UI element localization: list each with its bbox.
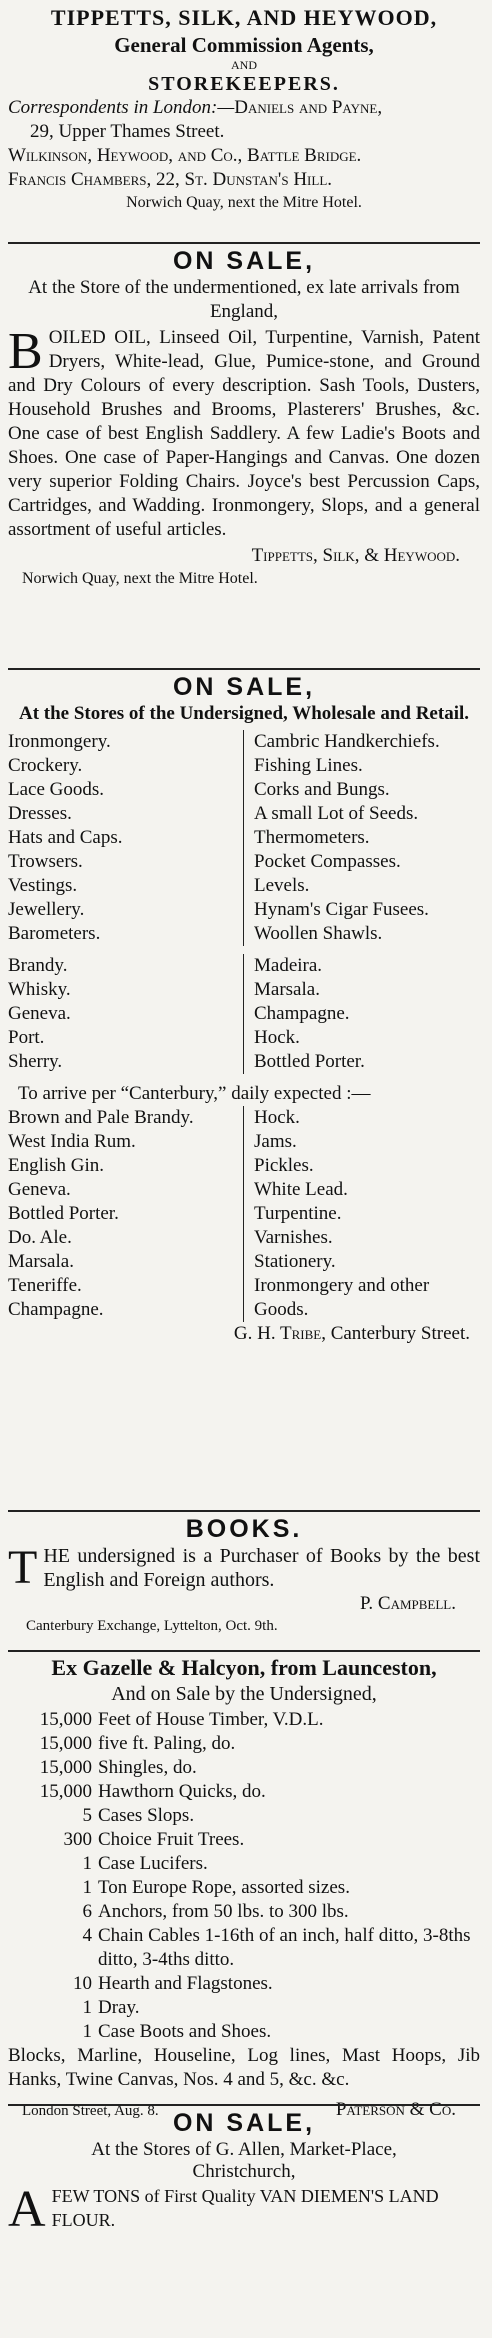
list-item: Geneva. xyxy=(8,1179,71,1200)
list-col-left xyxy=(8,1106,244,1322)
list-item: White Lead. xyxy=(254,1179,348,1200)
list-item: Champagne. xyxy=(254,1003,350,1024)
cargo-item: Feet of House Timber, V.D.L. xyxy=(98,1709,324,1730)
ad4-signature: P. Campbell. xyxy=(359,1593,456,1614)
cargo-row xyxy=(8,1900,480,1924)
ad5-subhead: And on Sale by the Undersigned, xyxy=(111,1683,377,1705)
ad2-body-text: OILED OIL, Linseed Oil, Turpentine, Varnish, Patent Dryers, White-lead, Glue, Pumice-stone, and Ground and Dry Colours of every description. Sash Tools, Dusters, Household Brushes and Brooms, Plasterers' Brushes, &c. One case of best English Saddlery. A few Ladie's Boots and Shoes. One case of Paper-Hangings and Canvas. One dozen very superior Folding Chairs. Joyce's best Percussion Caps, Cartridges, and Wadding. Ironmongery, Slops, and a general assortment of useful articles. xyxy=(8,327,480,540)
cargo-item: Hawthorn Quicks, do. xyxy=(98,1781,266,1802)
list-item: Jams. xyxy=(254,1131,297,1152)
list-item: Levels. xyxy=(254,875,310,896)
list-item: Do. Ale. xyxy=(8,1227,72,1248)
cargo-item: Case Boots and Shoes. xyxy=(98,2021,272,2042)
list-item: Crockery. xyxy=(8,755,83,776)
list-item: English Gin. xyxy=(8,1155,105,1176)
cargo-item: Chain Cables 1-16th of an inch, half ditto, 3-8ths ditto, 3-4ths ditto. xyxy=(98,1925,471,1970)
ad6-heading: ON SALE, xyxy=(172,2109,316,2137)
liquor-list xyxy=(8,954,480,1074)
cargo-item: Anchors, from 50 lbs. to 300 lbs. xyxy=(98,1901,349,1922)
ad3-signer: G. H. Tribe, xyxy=(233,1323,326,1344)
ad6-body-text: FEW TONS of First Quality VAN DIEMEN'S LAND FLOUR. xyxy=(51,2186,439,2230)
list-item: Ironmongery and other xyxy=(254,1275,430,1296)
cargo-item: Dray. xyxy=(98,1997,140,2018)
dry-goods-list xyxy=(8,730,480,946)
list-item: Thermometers. xyxy=(254,827,370,848)
ad5-misc: Blocks, Marline, Houseline, Log lines, Mast Hoops, Jib Hanks, Twine Canvas, Nos. 4 and 5, &c. &c. xyxy=(8,2045,480,2090)
ad6-body xyxy=(8,2181,480,2238)
ad2-location: Norwich Quay, next the Mitre Hotel. xyxy=(22,570,258,587)
cargo-item: five ft. Paling, do. xyxy=(98,1733,236,1754)
list-item: Goods. xyxy=(254,1299,309,1320)
correspondents-line xyxy=(8,96,480,120)
cargo-row xyxy=(8,1756,480,1780)
cargo-item: Hearth and Flagstones. xyxy=(98,1973,273,1994)
list-item: Jewellery. xyxy=(8,899,85,920)
cargo-qty: 1 xyxy=(82,1877,92,1898)
cargo-row xyxy=(8,1708,480,1732)
list-item: Lace Goods. xyxy=(8,779,105,800)
ad3-heading: ON SALE, xyxy=(172,673,316,701)
ad4-body-text: HE undersigned is a Purchaser of Books by the best English and Foreign authors. xyxy=(43,1545,480,1591)
cargo-qty: 300 xyxy=(63,1829,92,1850)
list-item: Pickles. xyxy=(254,1155,314,1176)
firm-role2: STOREKEEPERS. xyxy=(148,73,340,95)
ad3-signature xyxy=(8,1322,480,1346)
list-item: Turpentine. xyxy=(254,1203,342,1224)
ad5-heading: Ex Gazelle & Halcyon, from Launceston, xyxy=(51,1655,437,1680)
cargo-qty: 5 xyxy=(82,1805,92,1826)
list-col-left xyxy=(8,954,244,1074)
list-item: Madeira. xyxy=(254,955,323,976)
firm-and: AND xyxy=(231,58,257,72)
list-item: Corks and Bungs. xyxy=(254,779,390,800)
ad5-signature: Paterson & Co. xyxy=(335,2099,456,2120)
list-item: Bottled Porter. xyxy=(254,1051,365,1072)
list-col-right xyxy=(244,954,480,1074)
cargo-row xyxy=(8,2020,480,2044)
ad2-heading: ON SALE, xyxy=(172,247,316,275)
advert-on-sale-tippetts xyxy=(8,246,480,589)
cargo-row xyxy=(8,1996,480,2020)
list-item: Trowsers. xyxy=(8,851,83,872)
rule xyxy=(8,2104,480,2106)
ad4-location: Canterbury Exchange, Lyttelton, Oct. 9th. xyxy=(26,1618,278,1634)
ad6-place: Christchurch, xyxy=(192,2161,296,2182)
correspondents-label: Correspondents in London:— xyxy=(8,97,235,118)
cargo-qty: 15,000 xyxy=(39,1757,92,1778)
cargo-row xyxy=(8,1852,480,1876)
cargo-qty: 1 xyxy=(82,1997,92,2018)
ad4-heading: BOOKS. xyxy=(185,1515,303,1543)
ad5-location: London Street, Aug. 8. xyxy=(22,2103,159,2119)
list-item: Woollen Shawls. xyxy=(254,923,383,944)
cargo-row xyxy=(8,1876,480,1900)
list-item: Sherry. xyxy=(8,1051,63,1072)
list-item: Hats and Caps. xyxy=(8,827,123,848)
list-item: Hock. xyxy=(254,1027,300,1048)
cargo-qty: 10 xyxy=(73,1973,92,1994)
dunstans-line: Francis Chambers, 22, St. Dunstan's Hill. xyxy=(8,169,333,190)
ad2-signature: Tippetts, Silk, & Heywood. xyxy=(251,545,460,566)
list-item: Fishing Lines. xyxy=(254,755,363,776)
list-item: Champagne. xyxy=(8,1299,104,1320)
correspondents-names: Daniels and Payne, xyxy=(234,97,383,118)
list-item: Barometers. xyxy=(8,923,101,944)
battle-bridge-line: Wilkinson, Heywood, and Co., Battle Bridge. xyxy=(8,145,362,166)
cargo-row xyxy=(8,1804,480,1828)
list-col-right xyxy=(244,1106,480,1322)
ad2-subhead: At the Store of the undermentioned, ex late arrivals from England, xyxy=(28,277,460,322)
list-item: Ironmongery. xyxy=(8,731,111,752)
list-item: Teneriffe. xyxy=(8,1275,82,1296)
ad3-subhead: At the Stores of the Undersigned, Wholesale and Retail. xyxy=(18,703,470,724)
cargo-row xyxy=(8,1924,480,1972)
cargo-row xyxy=(8,1972,480,1996)
drop-cap: A xyxy=(8,2181,46,2238)
advert-gazelle-halcyon xyxy=(8,1654,480,2122)
ad6-subhead: At the Stores of G. Allen, Market-Place, xyxy=(91,2139,397,2160)
advert-allen-flour xyxy=(8,2108,480,2238)
cargo-item: Cases Slops. xyxy=(98,1805,195,1826)
rule xyxy=(8,1650,480,1652)
advert-books xyxy=(8,1514,480,1636)
advert-on-sale-tribe xyxy=(8,672,480,1346)
list-item: Dresses. xyxy=(8,803,72,824)
rule xyxy=(8,668,480,670)
list-col-right xyxy=(244,730,480,946)
cargo-row xyxy=(8,1732,480,1756)
list-item: A small Lot of Seeds. xyxy=(254,803,419,824)
firm-role: General Commission Agents, xyxy=(114,33,374,57)
cargo-item: Case Lucifers. xyxy=(98,1853,208,1874)
drop-cap: T xyxy=(8,1541,38,1594)
list-item: West India Rum. xyxy=(8,1131,136,1152)
rule xyxy=(8,1510,480,1512)
cargo-qty: 1 xyxy=(82,2021,92,2042)
cargo-qty: 4 xyxy=(82,1925,92,1946)
cargo-item: Shingles, do. xyxy=(98,1757,197,1778)
ad2-body xyxy=(8,323,480,542)
list-item: Hock. xyxy=(254,1107,300,1128)
drop-cap: B xyxy=(8,323,43,380)
list-item: Pocket Compasses. xyxy=(254,851,401,872)
cargo-qty: 1 xyxy=(82,1853,92,1874)
cargo-row xyxy=(8,1828,480,1852)
list-item: Marsala. xyxy=(254,979,320,1000)
list-item: Geneva. xyxy=(8,1003,71,1024)
list-item: Varnishes. xyxy=(254,1227,333,1248)
cargo-qty: 15,000 xyxy=(39,1709,92,1730)
list-item: Vestings. xyxy=(8,875,78,896)
cargo-row xyxy=(8,1780,480,1804)
firm-name: TIPPETTS, SILK, AND HEYWOOD, xyxy=(50,5,438,30)
rule xyxy=(8,242,480,244)
list-item: Port. xyxy=(8,1027,45,1048)
list-item: Brandy. xyxy=(8,955,68,976)
cargo-list xyxy=(8,1708,480,2044)
cargo-item: Choice Fruit Trees. xyxy=(98,1829,245,1850)
list-item: Brown and Pale Brandy. xyxy=(8,1107,194,1128)
list-item: Bottled Porter. xyxy=(8,1203,119,1224)
cargo-qty: 15,000 xyxy=(39,1781,92,1802)
arrival-list xyxy=(8,1106,480,1322)
list-item: Cambric Handkerchiefs. xyxy=(254,731,440,752)
cargo-qty: 6 xyxy=(82,1901,92,1922)
ad4-body xyxy=(8,1541,480,1594)
list-item: Hynam's Cigar Fusees. xyxy=(254,899,429,920)
corr-address: 29, Upper Thames Street. xyxy=(30,121,225,142)
list-item: Marsala. xyxy=(8,1251,74,1272)
cargo-item: Ton Europe Rope, assorted sizes. xyxy=(98,1877,350,1898)
ad3-signer-place: Canterbury Street. xyxy=(325,1323,470,1344)
list-col-left xyxy=(8,730,244,946)
list-item: Stationery. xyxy=(254,1251,336,1272)
ad1-location: Norwich Quay, next the Mitre Hotel. xyxy=(126,194,362,211)
advert-tippetts-agents xyxy=(8,4,480,213)
ad3-arrive-note: To arrive per “Canterbury,” daily expected :— xyxy=(18,1083,371,1104)
cargo-qty: 15,000 xyxy=(39,1733,92,1754)
list-item: Whisky. xyxy=(8,979,71,1000)
